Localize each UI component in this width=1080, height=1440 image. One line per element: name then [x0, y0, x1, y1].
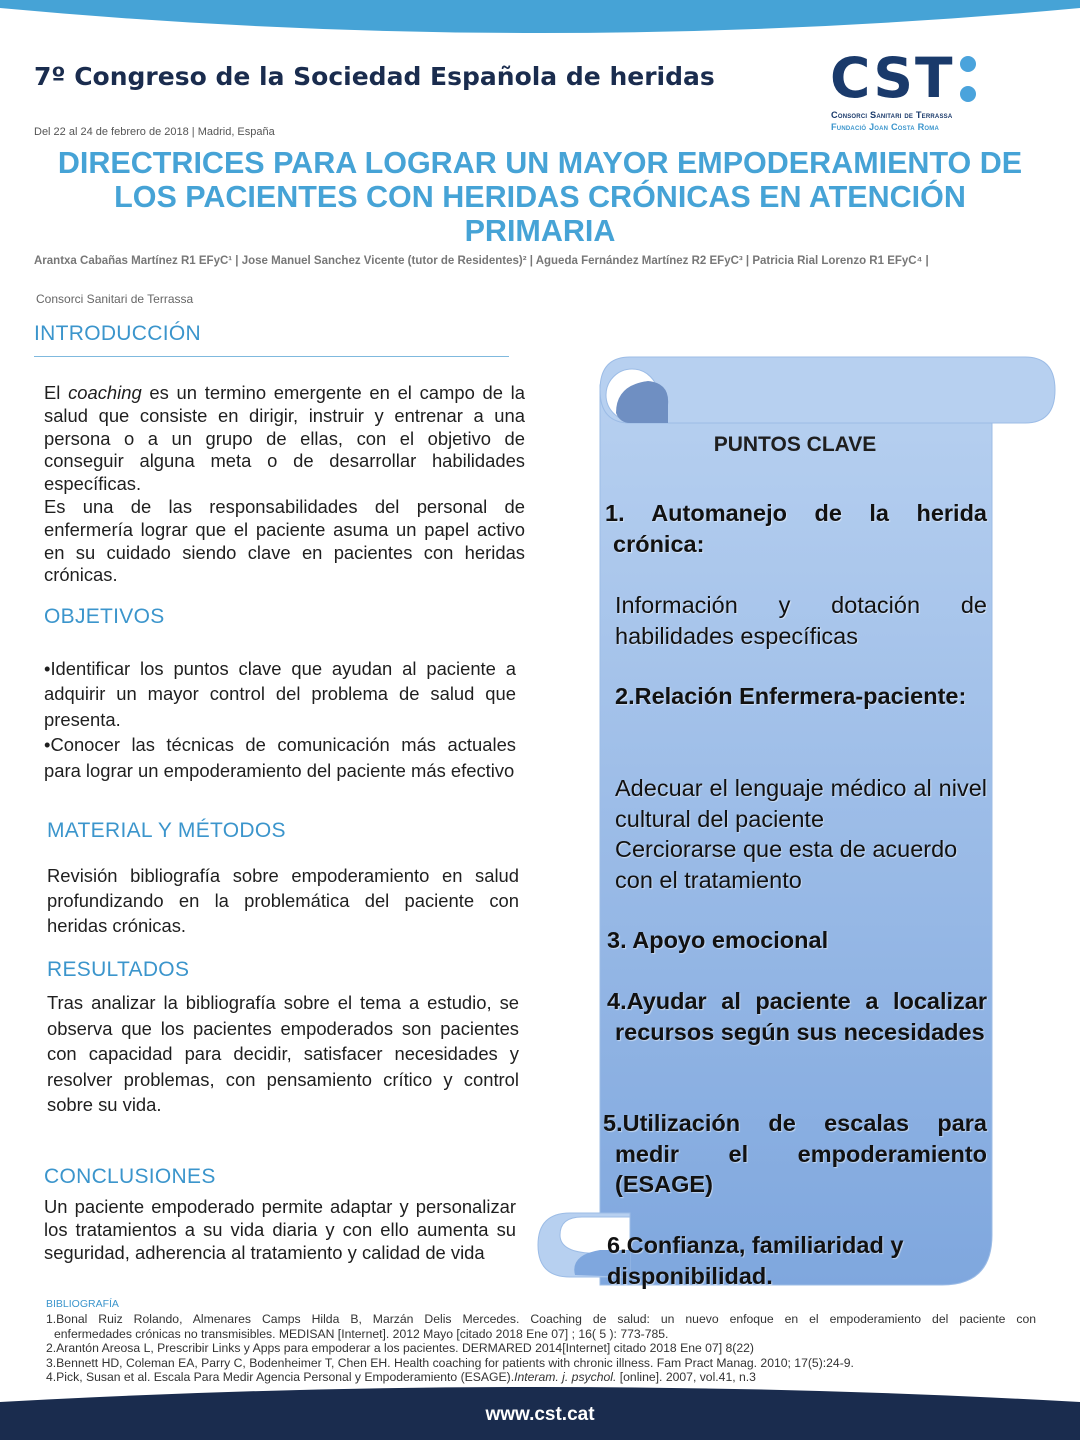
objetivo-item: •Identificar los puntos clave que ayudan al paciente a adquirir un mayor control del problema de salud que presenta.: [44, 658, 516, 730]
authors-line: Arantxa Cabañas Martínez R1 EFyC¹ | Jose Manuel Sanchez Vicente (tutor de Residentes)² | Agueda Fernández Martínez R2 EFyC³ | Patricia Rial Lorenzo R1 EFyC⁴ |: [34, 255, 929, 267]
metodos-text: Revisión bibliografía sobre empoderamiento en salud profundizando en la problemática del paciente con heridas crónicas.: [47, 865, 519, 937]
bibliografia-list: [46, 1312, 1036, 1385]
logo-dot-icon: [960, 56, 976, 72]
key-point-4: [607, 986, 987, 1047]
reference-text: [online]. 2007, vol.41, n.3: [616, 1370, 756, 1385]
intro-divider: [34, 356, 509, 357]
footer-website-link[interactable]: www.cst.cat: [485, 1404, 595, 1425]
affiliation: Consorci Sanitari de Terrassa: [36, 292, 194, 306]
metodos-body: [47, 863, 519, 939]
key-point-6: [607, 1230, 987, 1291]
conclusiones-body: [44, 1196, 516, 1265]
key-points-title: PUNTOS CLAVE: [713, 433, 877, 456]
key-point-3-title: 3. Apoyo emocional: [607, 927, 829, 953]
logo-dot-icon: [960, 86, 976, 102]
intro-paragraph: [44, 382, 525, 496]
reference-journal: Interam. j. psychol.: [514, 1370, 617, 1385]
poster-title: [30, 146, 1050, 248]
logo-subtitle-consorci: Consorci Sanitari de Terrassa: [831, 110, 953, 120]
logo-subtitle-fundacio: Fundació Joan Costa Roma: [831, 122, 940, 132]
reference-item: 2.Arantón Areosa L, Prescribir Links y Apps para empoderar a los pacientes. DERMARED 2014[Internet] citado 2018 Ene 07] 8(22): [46, 1341, 754, 1356]
key-point-1-desc: Información y dotación de habilidades específicas: [615, 592, 987, 649]
key-point-1-title: 1. Automanejo de la herida crónica:: [605, 500, 987, 557]
congress-title: 7º Congreso de la Sociedad Española de heridas: [34, 62, 715, 91]
intro-emphasis: coaching: [68, 382, 142, 403]
congress-dates: Del 22 al 24 de febrero de 2018 | Madrid, España: [34, 126, 275, 138]
key-point-1-text: [615, 590, 987, 651]
reference-item: enfermedades crónicas no transmisibles. MEDISAN [Internet]. 2012 Mayo [citado 2018 Ene 07] ; 16( 5 ): 773-785.: [54, 1326, 669, 1341]
reference-item: 1.Bonal Ruiz Rolando, Almenares Camps Hilda B, Marzán Delis Mercedes. Coaching de salud: un nuevo enfoque en el empoderamiento del paciente con: [46, 1312, 1036, 1326]
resultados-text: Tras analizar la bibliografía sobre el tema a estudio, se observa que los pacientes empoderados son pacientes con capacidad para decidir, satisfacer necesidades y resolver problemas, con pensamiento crítico y control sobre su vida.: [47, 992, 519, 1115]
reference-item: 3.Bennett HD, Coleman EA, Parry C, Bodenheimer T, Chen EH. Health coaching for patients with chronic illness. Fam Pract Manag. 2010; 17(5):24-9.: [46, 1355, 854, 1370]
objetivos-heading: OBJETIVOS: [44, 605, 165, 628]
intro-heading: INTRODUCCIÓN: [34, 322, 201, 345]
key-point-5-title: 5.Utilización de escalas para medir el empoderamiento (ESAGE): [603, 1110, 987, 1197]
title-line: LOS PACIENTES CON HERIDAS CRÓNICAS EN ATENCIÓN: [114, 180, 966, 214]
key-point-5: [603, 1108, 987, 1200]
top-wave-band: [0, 0, 1080, 48]
cst-logo-wordmark: CST: [830, 46, 955, 110]
key-point-4-title: 4.Ayudar al paciente a localizar recursos según sus necesidades: [607, 988, 987, 1045]
conclusiones-heading: CONCLUSIONES: [44, 1165, 216, 1188]
reference-item: [46, 1370, 1036, 1385]
bibliografia-heading: BIBLIOGRAFÍA: [46, 1298, 119, 1310]
objetivos-body: [44, 656, 516, 783]
key-point-1: [605, 498, 987, 559]
resultados-body: [47, 990, 519, 1118]
objetivo-item: •Conocer las técnicas de comunicación más actuales para lograr un empoderamiento del paciente más efectivo: [44, 734, 516, 781]
intro-paragraph: Es una de las responsabilidades del personal de enfermería lograr que el paciente asuma un papel activo en su cuidado siendo clave en pacientes con heridas crónicas.: [44, 495, 525, 586]
title-line: DIRECTRICES PARA LOGRAR UN MAYOR EMPODERAMIENTO DE: [57, 146, 1023, 180]
intro-text: es un termino emergente en el campo de la salud que consiste en dirigir, instruir y entrenar a una persona o a un grupo de ellas, con el objetivo de conseguir alguna meta o de desarrollar habilidades específicas.: [44, 382, 525, 495]
conclusiones-text: Un paciente empoderado permite adaptar y personalizar los tratamientos a su vida diaria y con ello aumenta su seguridad, adherencia al tratamiento y calidad de vida: [44, 1196, 516, 1263]
intro-body: [44, 382, 525, 587]
key-point-2-text: [615, 773, 987, 895]
key-point-2-desc: Adecuar el lenguaje médico al nivel cultural del paciente: [615, 775, 987, 832]
resultados-heading: RESULTADOS: [47, 958, 190, 981]
metodos-heading: MATERIAL Y MÉTODOS: [47, 819, 286, 842]
title-line: PRIMARIA: [464, 214, 616, 248]
key-point-3: [607, 925, 987, 956]
reference-text: 4.Pick, Susan et al. Escala Para Medir Agencia Personal y Empoderamiento (ESAGE).: [46, 1370, 515, 1385]
key-point-2-desc: Cerciorarse que esta de acuerdo con el tratamiento: [615, 836, 958, 893]
key-point-2-title: 2.Relación Enfermera-paciente:: [615, 683, 967, 709]
key-point-2: [615, 681, 987, 712]
intro-text: El: [44, 382, 69, 403]
key-point-6-title: 6.Confianza, familiaridad y disponibilidad.: [607, 1232, 904, 1289]
